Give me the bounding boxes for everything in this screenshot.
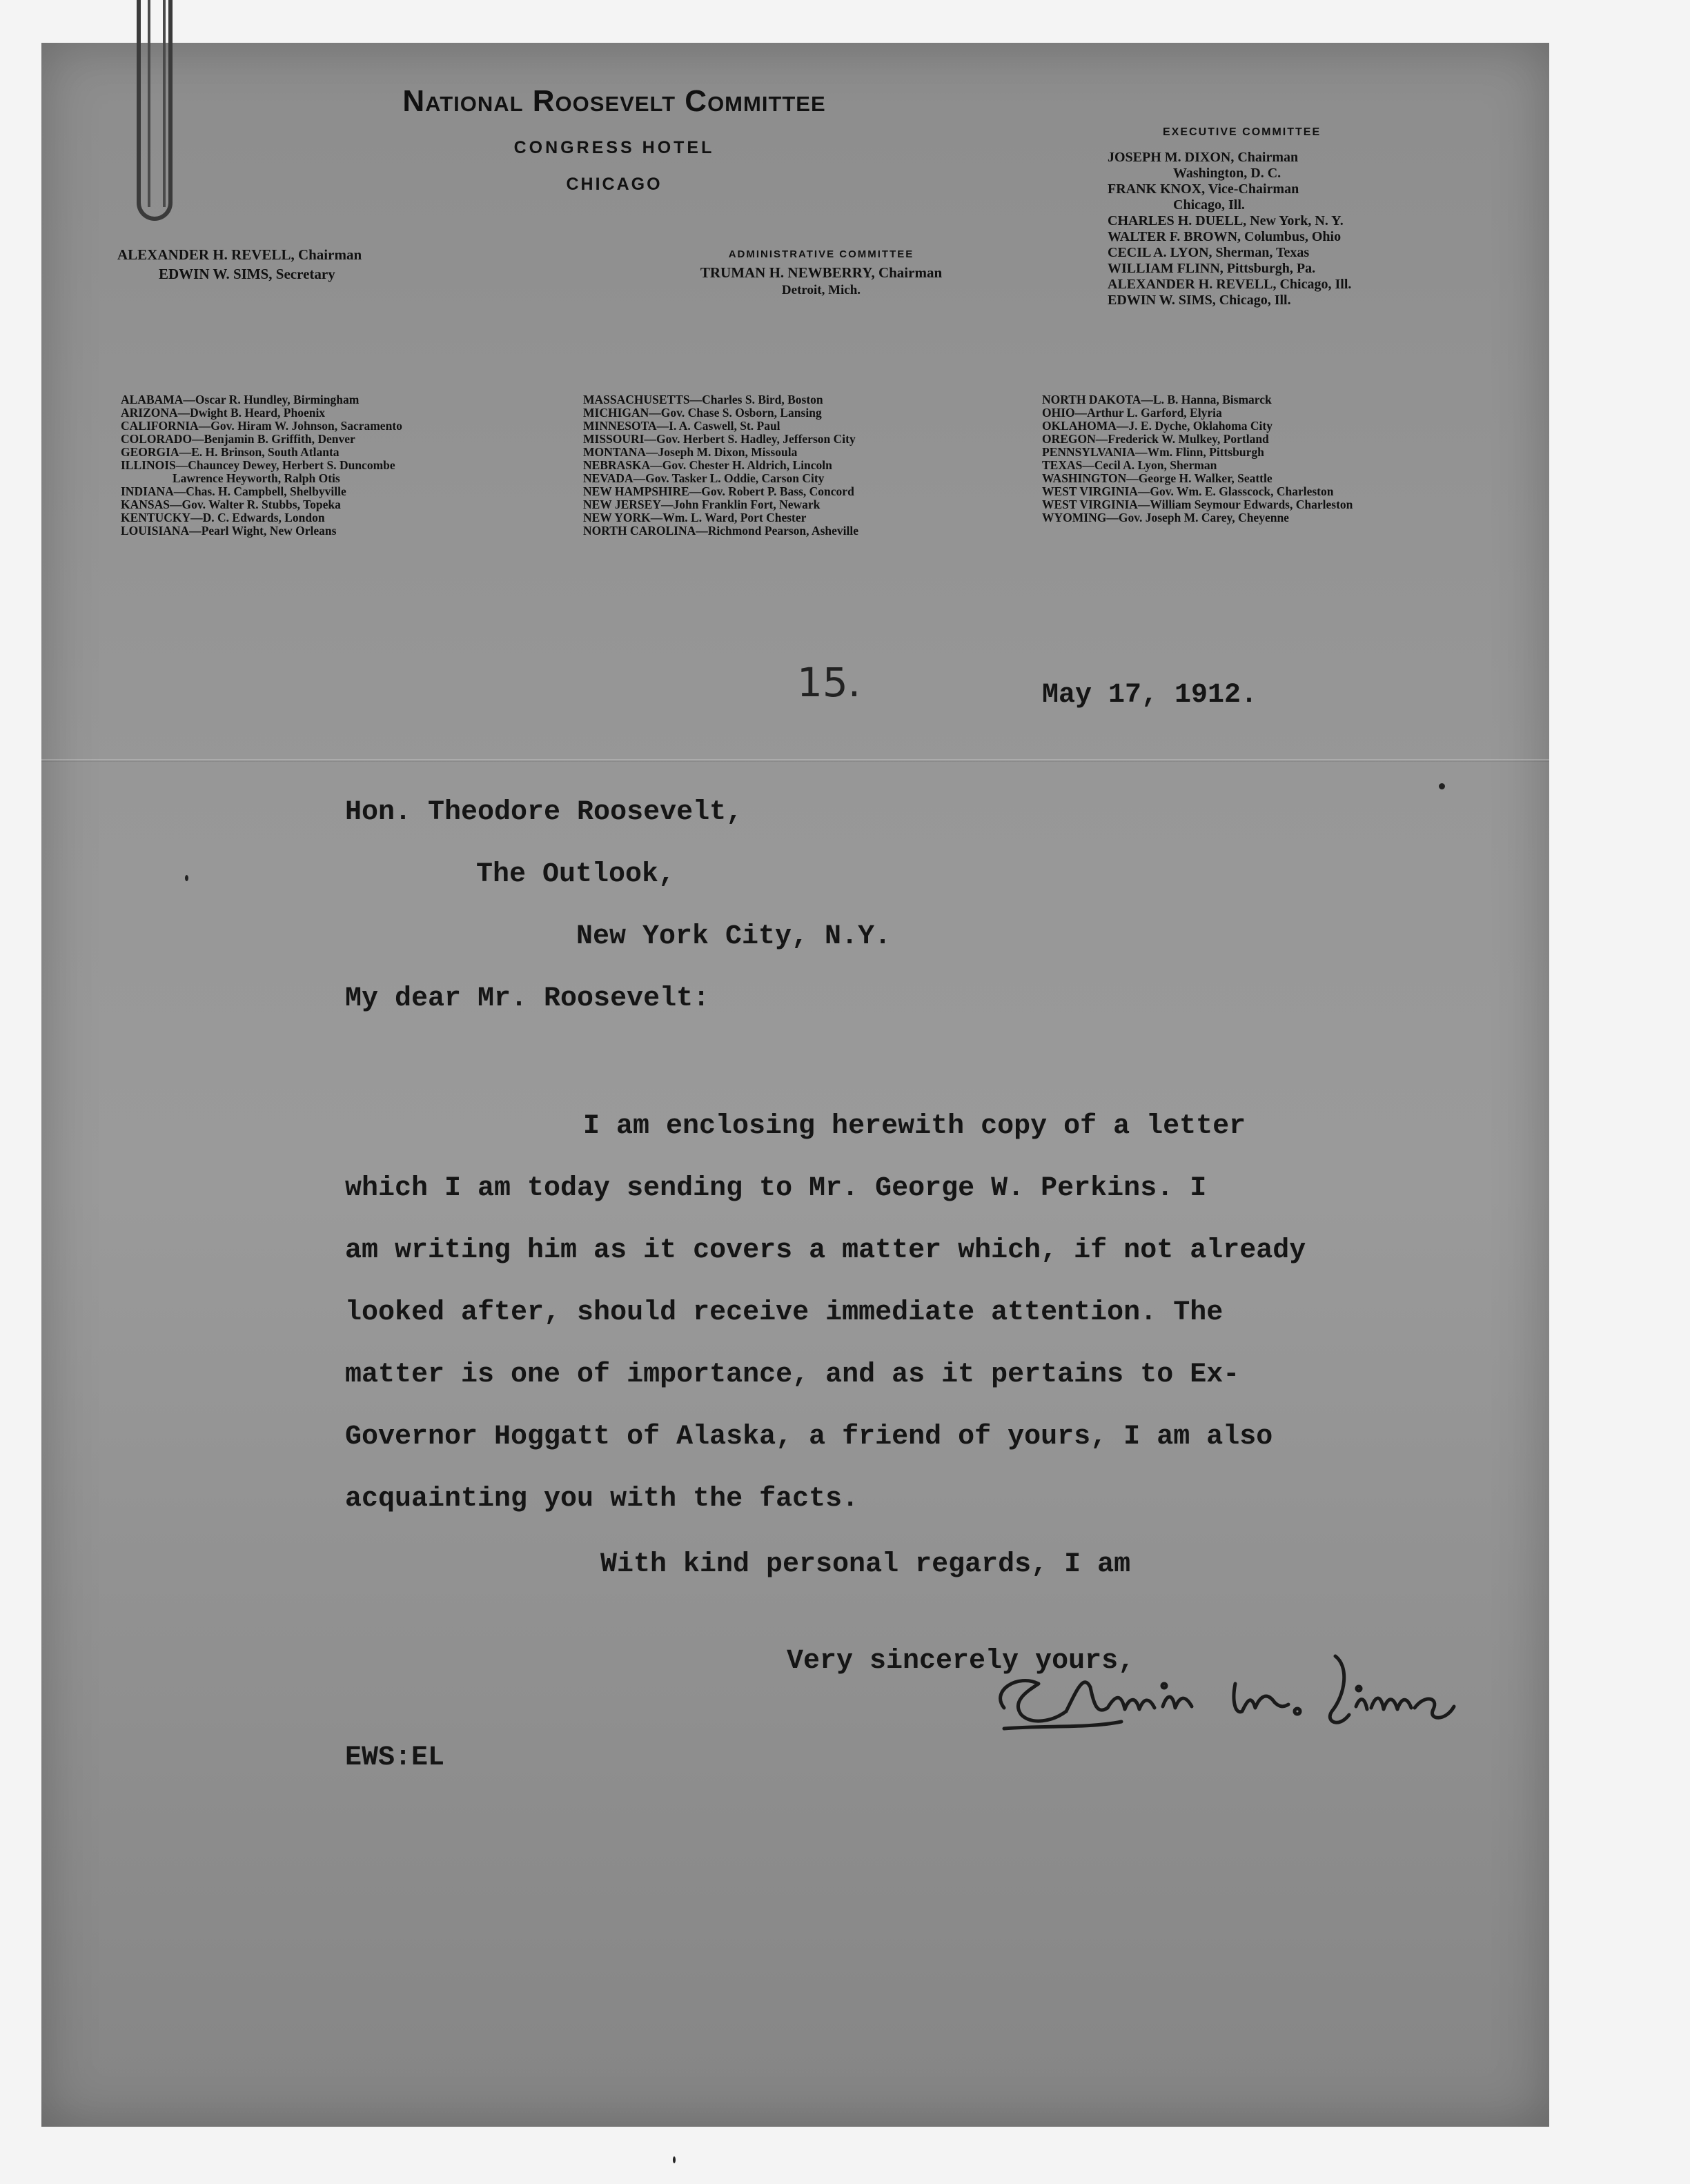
administrative-heading: ADMINISTRATIVE COMMITTEE — [728, 248, 914, 260]
state-entry: NEBRASKA—Gov. Chester H. Aldrich, Lincoln — [583, 458, 832, 472]
ink-speck — [1439, 783, 1445, 789]
secretary-line: EDWIN W. SIMS, Secretary — [159, 266, 335, 282]
regards-line: With kind personal regards, I am — [600, 1549, 1131, 1580]
body-line: which I am today sending to Mr. George W. Perkins. I — [345, 1173, 1207, 1204]
executive-member: WILLIAM FLINN, Pittsburgh, Pa. — [1108, 261, 1316, 276]
body-line: looked after, should receive immediate attention. The — [345, 1297, 1224, 1328]
body-line: am writing him as it covers a matter which, if not already — [345, 1235, 1306, 1266]
state-entry: MICHIGAN—Gov. Chase S. Osborn, Lansing — [583, 406, 822, 420]
letter-sheet — [41, 43, 1549, 2127]
state-chairmen-col-1 — [121, 393, 402, 538]
state-entry: WASHINGTON—George H. Walker, Seattle — [1042, 471, 1273, 485]
executive-member: FRANK KNOX, Vice-Chairman — [1108, 181, 1299, 197]
state-entry: WYOMING—Gov. Joseph M. Carey, Cheyenne — [1042, 511, 1289, 524]
state-entry: CALIFORNIA—Gov. Hiram W. Johnson, Sacramento — [121, 419, 402, 433]
executive-member: EDWIN W. SIMS, Chicago, Ill. — [1108, 293, 1291, 308]
state-entry: PENNSYLVANIA—Wm. Flinn, Pittsburgh — [1042, 445, 1264, 459]
handwritten-number: 15. — [797, 659, 861, 706]
state-entry: OHIO—Arthur L. Garford, Elyria — [1042, 406, 1222, 420]
state-entry: NORTH DAKOTA—L. B. Hanna, Bismarck — [1042, 393, 1272, 406]
state-entry: OKLAHOMA—J. E. Dyche, Oklahoma City — [1042, 419, 1273, 433]
ink-speck — [185, 875, 188, 881]
handwritten-signature — [963, 1625, 1460, 1756]
letter-date: May 17, 1912. — [1042, 680, 1258, 711]
executive-heading: EXECUTIVE COMMITTEE — [1163, 126, 1321, 138]
executive-member: CHARLES H. DUELL, New York, N. Y. — [1108, 213, 1344, 228]
state-entry: MONTANA—Joseph M. Dixon, Missoula — [583, 445, 798, 459]
state-entry: NEVADA—Gov. Tasker L. Oddie, Carson City — [583, 471, 825, 485]
recipient-city: New York City, N.Y. — [576, 921, 892, 952]
body-line: I am enclosing herewith copy of a letter — [583, 1111, 1246, 1142]
body-line: matter is one of importance, and as it pertains to Ex- — [345, 1359, 1240, 1390]
chairman-line: ALEXANDER H. REVELL, Chairman — [117, 246, 362, 263]
administrative-committee — [607, 248, 1035, 298]
state-entry: GEORGIA—E. H. Brinson, South Atlanta — [121, 445, 340, 459]
executive-member: JOSEPH M. DIXON, Chairman — [1108, 150, 1299, 165]
state-entry: KANSAS—Gov. Walter R. Stubbs, Topeka — [121, 498, 341, 511]
state-entry: TEXAS—Cecil A. Lyon, Sherman — [1042, 458, 1217, 472]
paper-clip-inner — [148, 0, 166, 207]
body-line: acquainting you with the facts. — [345, 1484, 859, 1515]
letterhead-city: CHICAGO — [566, 175, 662, 194]
hotel-name: CONGRESS HOTEL — [513, 138, 715, 157]
executive-member-place: Chicago, Ill. — [1173, 197, 1245, 213]
executive-member: WALTER F. BROWN, Columbus, Ohio — [1108, 229, 1342, 244]
state-entry: LOUISIANA—Pearl Wight, New Orleans — [121, 524, 337, 538]
ink-speck — [673, 2156, 676, 2163]
state-entry: WEST VIRGINIA—Gov. Wm. E. Glasscock, Charleston — [1042, 484, 1334, 498]
state-entry: ALABAMA—Oscar R. Hundley, Birmingham — [121, 393, 360, 406]
state-entry: OREGON—Frederick W. Mulkey, Portland — [1042, 432, 1269, 446]
state-entry: MASSACHUSETTS—Charles S. Bird, Boston — [583, 393, 823, 406]
officers-block — [117, 245, 362, 284]
state-entry: ILLINOIS—Chauncey Dewey, Herbert S. Duncombe — [121, 458, 395, 472]
state-entry: ARIZONA—Dwight B. Heard, Phoenix — [121, 406, 326, 420]
state-entry: NEW JERSEY—John Franklin Fort, Newark — [583, 498, 821, 511]
executive-member: CECIL A. LYON, Sherman, Texas — [1108, 245, 1310, 260]
state-entry: WEST VIRGINIA—William Seymour Edwards, Charleston — [1042, 498, 1353, 511]
fold-line — [41, 759, 1549, 762]
state-entry: INDIANA—Chas. H. Campbell, Shelbyville — [121, 484, 346, 498]
state-entry: NORTH CAROLINA—Richmond Pearson, Asheville — [583, 524, 858, 538]
state-entry: MISSOURI—Gov. Herbert S. Hadley, Jefferson City — [583, 432, 856, 446]
executive-member: ALEXANDER H. REVELL, Chicago, Ill. — [1108, 277, 1352, 292]
executive-committee — [1108, 124, 1351, 308]
state-entry: COLORADO—Benjamin B. Griffith, Denver — [121, 432, 355, 446]
recipient-name: Hon. Theodore Roosevelt, — [345, 797, 743, 828]
state-entry: KENTUCKY—D. C. Edwards, London — [121, 511, 325, 524]
state-entry: NEW HAMPSHIRE—Gov. Robert P. Bass, Concord — [583, 484, 854, 498]
administrative-chairman: TRUMAN H. NEWBERRY, Chairman — [700, 264, 943, 281]
executive-member-place: Washington, D. C. — [1173, 166, 1281, 181]
closing-line: Very sincerely yours, — [787, 1646, 1135, 1677]
administrative-place: Detroit, Mich. — [781, 283, 861, 297]
recipient-org: The Outlook, — [476, 859, 676, 890]
state-entry: MINNESOTA—I. A. Caswell, St. Paul — [583, 419, 780, 433]
state-chairmen-col-2 — [583, 393, 858, 538]
state-entry: NEW YORK—Wm. L. Ward, Port Chester — [583, 511, 807, 524]
state-chairmen-col-3 — [1042, 393, 1353, 524]
typist-initials: EWS:EL — [345, 1742, 445, 1773]
body-line: Governor Hoggatt of Alaska, a friend of yours, I am also — [345, 1421, 1273, 1453]
state-entry: Lawrence Heyworth, Ralph Otis — [173, 471, 340, 485]
committee-name: National Roosevelt Committee — [402, 84, 826, 118]
salutation: My dear Mr. Roosevelt: — [345, 983, 710, 1014]
